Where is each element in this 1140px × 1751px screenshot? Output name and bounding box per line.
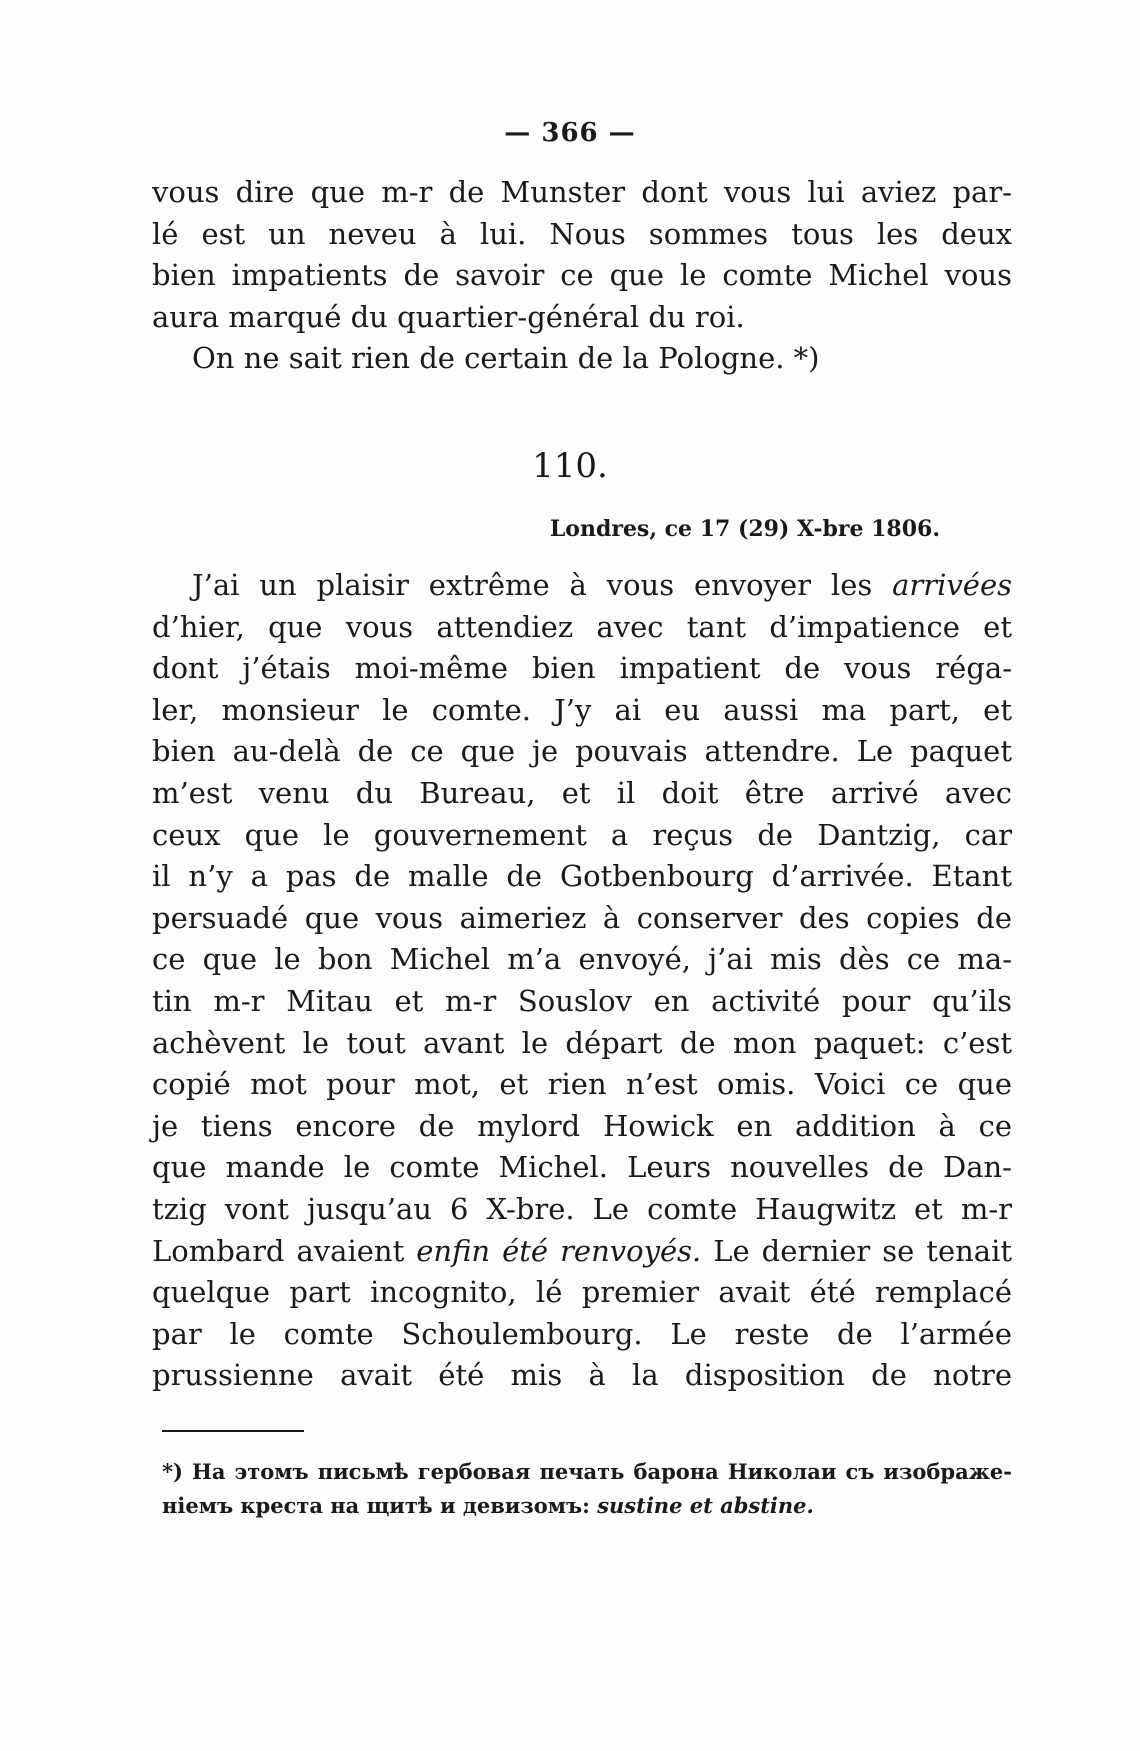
text-line: aura marqué du quartier-général du roi. xyxy=(152,299,745,334)
text-line: ler, monsieur le comte. J’y ai eu aussi ma part, et xyxy=(152,692,1012,727)
text-line: achèvent le tout avant le départ de mon paquet: c’est xyxy=(152,1025,1012,1060)
text-line: je tiens encore de mylord Howick en addition à ce xyxy=(152,1108,1012,1143)
text-line: On ne sait rien de certain de la Pologne. *) xyxy=(192,341,820,376)
text-line: ceux que le gouvernement a reçus de Dantzig, car xyxy=(152,817,1012,852)
italic-phrase: enfin été renvoyés. xyxy=(416,1233,702,1268)
text-line: bien impatients de savoir ce que le comte Michel vous xyxy=(152,258,1012,293)
text-line: bien au-delà de ce que je pouvais attendre. Le paquet xyxy=(152,734,1012,769)
text-line: il n’y a pas de malle de Gotbenbourg d’arrivée. Etant xyxy=(152,859,1012,894)
text-line: vous dire que m-r de Munster dont vous lui aviez par- xyxy=(152,175,1012,209)
text-segment: ніемъ креста на щитѣ и девизомъ: xyxy=(162,1493,598,1518)
letter-number: 110. xyxy=(532,446,608,486)
letter-body xyxy=(152,565,1012,1397)
italic-motto: sustine et abstine. xyxy=(597,1493,814,1518)
text-line: quelque part incognito, lé premier avait été remplacé xyxy=(152,1275,1012,1310)
text-line: persuadé que vous aimeriez à conserver des copies de xyxy=(152,900,1012,935)
text-line: lé est un neveu à lui. Nous sommes tous les deux xyxy=(152,216,1012,251)
footnote xyxy=(162,1455,1012,1523)
footnote-divider xyxy=(162,1430,304,1432)
text-line: ce que le bon Michel m’a envoyé, j’ai mis dès ce ma- xyxy=(152,942,1012,977)
footnote-line xyxy=(162,1489,1012,1523)
text-line: m’est venu du Bureau, et il doit être arrivé avec xyxy=(152,775,1012,810)
text-line xyxy=(152,565,1012,607)
page-number: — 366 — xyxy=(504,118,636,148)
text-segment: J’ai un plaisir extrême à vous envoyer les xyxy=(192,568,893,602)
footnote-line: *) На этомъ письмѣ гербовая печать барона Николаи съ изображе- xyxy=(162,1459,1012,1484)
text-line: que mande le comte Michel. Leurs nouvelles de Dan- xyxy=(152,1150,1012,1185)
text-line: dont j’étais moi-même bien impatient de vous réga- xyxy=(152,651,1012,686)
text-line: d’hier, que vous attendiez avec tant d’impatience et xyxy=(152,609,1012,644)
letter-dateline: Londres, ce 17 (29) X-bre 1806. xyxy=(549,516,940,542)
text-line: copié mot pour mot, et rien n’est omis. Voici ce que xyxy=(152,1067,1012,1102)
text-line: tzig vont jusqu’au 6 X-bre. Le comte Haugwitz et m-r xyxy=(152,1191,1012,1226)
text-line xyxy=(152,1231,1012,1273)
text-segment: Lombard avaient xyxy=(152,1233,417,1268)
text-line: tin m-r Mitau et m-r Souslov en activité pour qu’ils xyxy=(152,983,1012,1018)
continued-letter-text xyxy=(152,172,1012,380)
italic-word: arrivées xyxy=(892,568,1012,602)
text-segment: Le dernier se tenait xyxy=(701,1233,1012,1268)
text-line: par le comte Schoulembourg. Le reste de l’armée xyxy=(152,1316,1012,1351)
text-line: prussienne avait été mis à la disposition de notre xyxy=(152,1358,1012,1393)
